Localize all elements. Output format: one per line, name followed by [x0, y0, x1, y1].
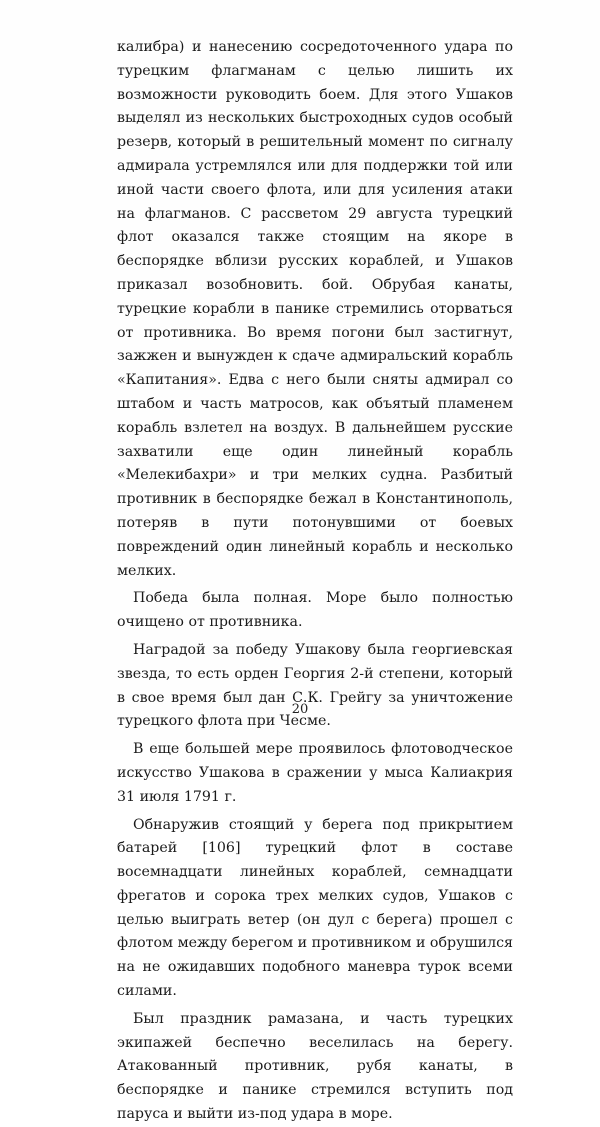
paragraph: Наградой за победу Ушакову была георгиевская звезда, то есть орден Георгия 2-й степени, который в свое время был дан С.К. Грейгу за уничтожение турецкого флота при Чесме.	[117, 641, 513, 730]
paragraph: В еще большей мере проявилось флотоводческое искусство Ушакова в сражении у мыса Калиакрия 31 июля 1791 г.	[117, 741, 513, 805]
paragraph-continuation: калибра) и нанесению сосредоточенного удара по турецким флагманам с целью лишить их возможности руководить боем. Для этого Ушаков выделял из нескольких быстроходных судов особый резерв, который в решительный момент по сигналу адмирала устремлялся или для поддержки той или иной части своего флота, или для усиления атаки на флагманов. С рассветом 29 августа турецкий флот оказался также стоящим на якоре в беспорядке вблизи русских кораблей, и Ушаков приказал возобновить. бой. Обрубая канаты, турецкие корабли в панике стремились оторваться от противника. Во время погони был застигнут, зажжен и вынужден к сдаче адмиральский корабль «Капитания». Едва с него были сняты адмирал со штабом и часть матросов, как объятый пламенем корабль взлетел на воздух. В дальнейшем русские захватили еще один линейный корабль «Мелекибахри» и три мелких судна. Разбитый противник в беспорядке бежал в Константинополь, потеряв в пути потонувшими от боевых повреждений один линейный корабль и несколько мелких.	[117, 39, 513, 579]
paragraph: Был праздник рамазана, и часть турецких экипажей беспечно веселилась на берегу. Атакованный противник, рубя канаты, в беспорядке и панике стремился вступить под паруса и выйти из-под удара в море.	[117, 1010, 513, 1123]
paragraph: Обнаружив стоящий у берега под прикрытием батарей [106] турецкий флот в составе восемнадцати линейных кораблей, семнадцати фрегатов и сорока трех мелких судов, Ушаков с целью выиграть ветер (он дул с берега) прошел с флотом между берегом и противником и обрушился на не ожидавших подобного маневра турок всеми силами.	[117, 816, 513, 1000]
paragraph: Победа была полная. Море было полностью очищено от противника.	[117, 590, 513, 631]
page-number: 20	[291, 702, 309, 717]
body-text	[117, 36, 513, 1127]
